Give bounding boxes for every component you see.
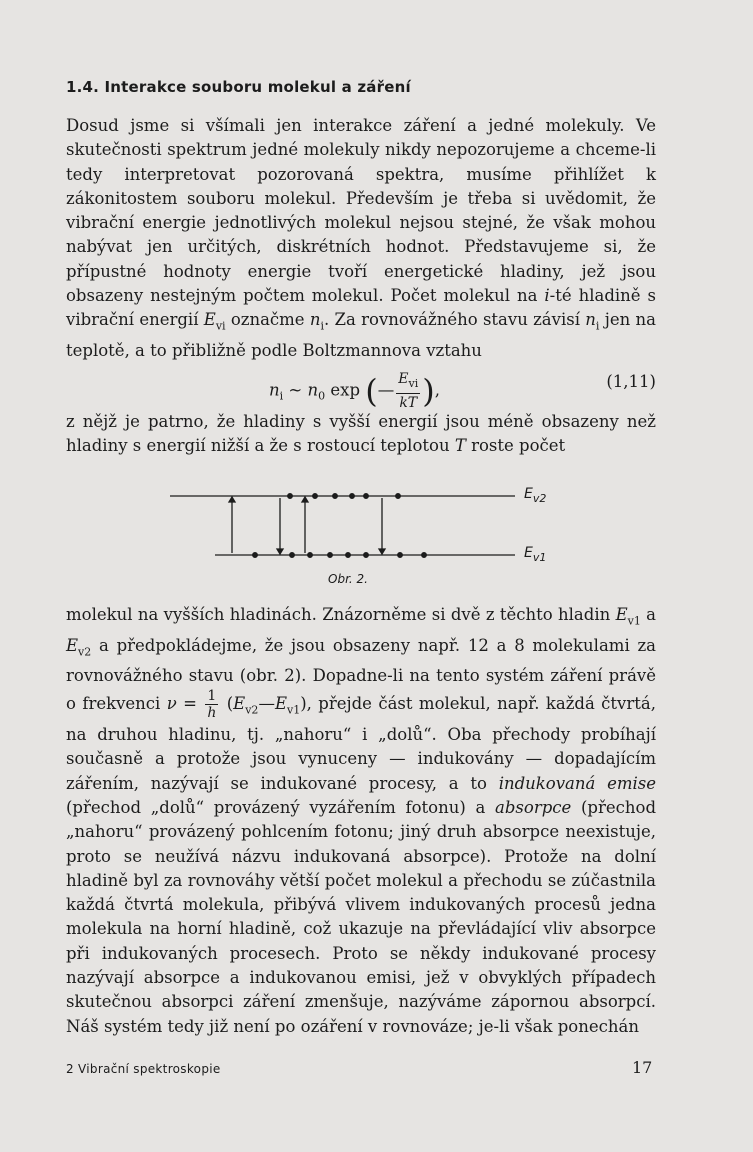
term-absorption: absorpce: [495, 797, 572, 817]
sub-i-2: i: [595, 319, 600, 333]
para3-text-g: (přechod „nahoru“ provázený pohlcením fotonu; jiný druh absorpce neexistuje, proto se neužívá názvu indukovaná absorpce). Protože na dolní hladině byl za rovnováhy větší počet molekul a přechodu se zúčastnila každá čtvrtá molekula, přibývá vlivem indukovaných procesů jedna molekula na horní hladině, což ukazuje na převládající vliv absorpce při indukovaných procesech. Proto se někdy indukované procesy nazývají absorpce a indukovanou emisi, jež v obvyklých případech skutečnou absorpci záření zmenšuje, nazýváme zápornou absorpcí. Náš systém tedy již není po ozáření v rovnováze; je-li však ponechán: [66, 797, 657, 1036]
var-n: n: [309, 310, 321, 330]
molecule-dot: [308, 553, 313, 558]
var-E-v2b: E: [233, 694, 246, 714]
eq-lhs: n: [269, 380, 280, 400]
var-nu: ν: [166, 694, 177, 714]
equation-1-11: [66, 360, 656, 411]
level-upper-sub: v2: [532, 491, 547, 505]
section-title: 1.4. Interakce souboru molekul a záření: [66, 78, 411, 96]
paragraph-2: [66, 410, 656, 459]
inline-fraction: [205, 688, 218, 721]
molecule-dot: [364, 494, 369, 499]
eq-den-kT: kT: [399, 394, 418, 411]
sub-v2b: v2: [245, 703, 259, 717]
para1-text-e: jen na teplotě, a to přibližně podle Boltzmannova vztahu: [66, 310, 656, 360]
var-T: T: [454, 436, 466, 456]
para3-text-b: a: [640, 605, 656, 624]
eq-num-sub: vi: [408, 376, 419, 390]
sub-v2: v2: [78, 644, 92, 658]
arrow-down: [277, 549, 283, 554]
eq-exp: exp: [330, 380, 361, 400]
molecule-dot: [422, 553, 427, 558]
level-lower-label: [524, 545, 546, 564]
eq-sim: ~: [288, 380, 303, 400]
eq-n0: n: [307, 380, 319, 400]
para1-text-c: označme: [225, 310, 310, 330]
para1-text: Dosud jsme si všímali jen interakce záření a jedné molekuly. Ve skutečnosti spektrum jedné molekuly nikdy nepozorujeme a chceme-li tedy interpretovat pozorovaná spektra, musíme přihlížet k zákonitostem souboru molekul. Především je třeba si uvědomit, že vibrační energie jednotlivých molekul nejsou stejné, že však mohou nabývat jen určitých, diskrétních hodnot. Představujeme si, že přípustné hodnoty energie tvoří energetické hladiny, jež jsou obsazeny nestejným počtem molekul. Počet molekul na: [66, 116, 656, 306]
level-upper-E: E: [524, 486, 533, 502]
eq-num-E: E: [398, 371, 409, 387]
molecule-dot: [288, 494, 293, 499]
para3-minus: —: [258, 694, 275, 714]
sub-i: i: [320, 319, 325, 333]
para1-text-b: -té hladině s vibrační energií: [66, 286, 656, 330]
energy-level-diagram: [170, 478, 520, 568]
para3-text-f: (přechod „dolů“ provázený vyzářením fotonu) a: [66, 797, 496, 817]
eq-comma: ,: [434, 380, 440, 400]
molecule-dot: [333, 494, 338, 499]
molecule-dot: [313, 494, 318, 499]
arrow-up: [302, 497, 308, 502]
molecule-dot: [346, 553, 351, 558]
para3-equals: =: [176, 694, 204, 714]
para3-text-e: ), přejde část molekul, např. každá čtvrtá, na druhou hladinu, tj. „nahoru“ i „dolů“. Oba přechody probíhají současně a protože jsou vynuceny — indukovány — dopadajícím zářením, nazývají se indukované procesy, a to: [66, 694, 656, 793]
molecule-dot: [328, 553, 333, 558]
page-number: 17: [632, 1058, 653, 1077]
figure-caption: Obr. 2.: [328, 572, 368, 586]
level-lower-sub: v1: [532, 550, 547, 564]
molecule-dot: [290, 553, 295, 558]
paragraph-1: [66, 114, 656, 363]
molecule-dot: [398, 553, 403, 558]
sub-v1b: v1: [286, 703, 301, 717]
molecule-dot: [253, 553, 258, 558]
para2-text: z nějž je patrno, že hladiny s vyšší energií jsou méně obsazeny než hladiny s energií nižší a že s rostoucí teplotou: [66, 412, 656, 456]
sub-v1: v1: [627, 614, 641, 628]
arrow-up: [229, 497, 235, 502]
inline-fraction-num: 1: [207, 688, 217, 705]
paragraph-3: [66, 603, 656, 1039]
var-E-v2: E: [66, 635, 79, 655]
var-i: i: [544, 286, 550, 306]
inline-fraction-den: h: [207, 705, 217, 722]
para3-text-a: molekul na vyšších hladinách. Znázorněme si dvě z těchto hladin: [66, 605, 616, 624]
eq-fraction: [396, 370, 420, 412]
sub-vi: vi: [215, 319, 226, 333]
para1-text-d: . Za rovnovážného stavu závisí: [324, 310, 586, 330]
para2-text-b: roste počet: [465, 436, 566, 456]
molecule-dot: [396, 494, 401, 499]
eq-lhs-sub: i: [279, 389, 284, 403]
arrow-down: [379, 549, 385, 554]
para3-text-c: a předpokládejme, že jsou obsazeny např. 12 a 8 molekulami za rovnovážného stavu (obr. 2). Dopadne-li na tento systém záření právě o frekvenci: [66, 635, 656, 714]
molecule-dot: [364, 553, 369, 558]
para3-paren: (: [220, 694, 234, 714]
var-E-v1: E: [615, 605, 628, 624]
var-E: E: [203, 310, 216, 330]
level-lower-E: E: [524, 545, 533, 561]
molecule-dot: [350, 494, 355, 499]
boltzmann-formula: [269, 370, 440, 412]
eq-n0-sub: 0: [318, 389, 326, 403]
var-n-2: n: [585, 310, 596, 330]
eq-paren-close: ): [422, 371, 435, 410]
eq-paren-open: (: [365, 371, 378, 410]
equation-number: (1,11): [606, 372, 656, 391]
term-induced-emission: indukovaná emise: [498, 773, 657, 793]
eq-minus: —: [377, 380, 395, 400]
eq-fraction-num: [396, 370, 420, 394]
var-E-v1b: E: [274, 694, 287, 714]
footer-chapter: 2 Vibrační spektroskopie: [66, 1062, 221, 1076]
level-upper-label: [524, 486, 546, 505]
